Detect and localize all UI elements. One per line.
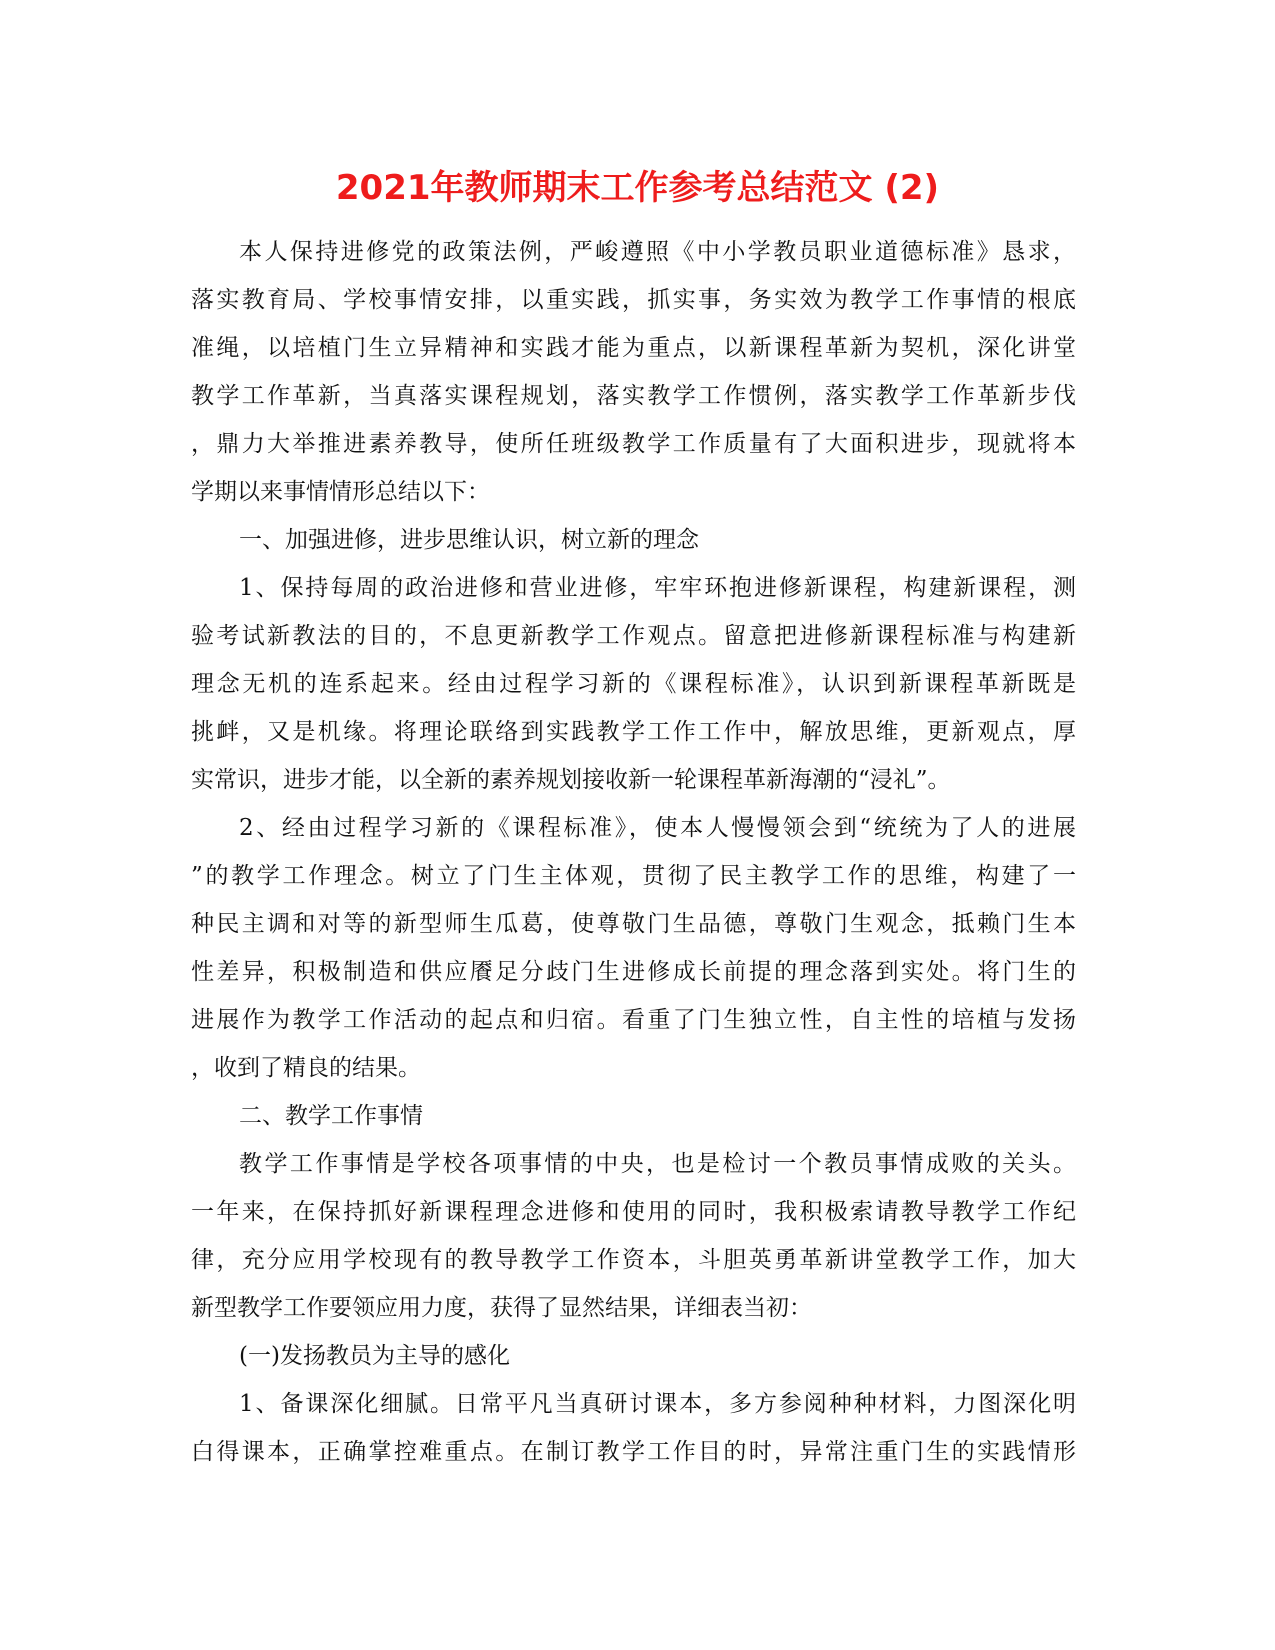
paragraph-line: ，收到了精良的结果。 [191, 1055, 421, 1081]
paragraph-line: 挑衅，又是机缘。将理论联络到实践教学工作工作中，解放思维，更新观点，厚 [191, 719, 1076, 745]
paragraph-line: 白得课本，正确掌控难重点。在制订教学工作目的时，异常注重门生的实践情形 [191, 1439, 1076, 1465]
document-body [191, 228, 1076, 1476]
paragraph-line: ，鼎力大举推进素养教导，使所任班级教学工作质量有了大面积进步，现就将本 [191, 431, 1076, 457]
paragraph-line: 进展作为教学工作活动的起点和归宿。看重了门生独立性，自主性的培植与发扬 [191, 1007, 1076, 1033]
paragraph-line: 1、保持每周的政治进修和营业进修，牢牢环抱进修新课程，构建新课程，测 [239, 575, 1076, 601]
section-heading: 二、教学工作事情 [239, 1103, 423, 1129]
paragraph-line: 性差异，积极制造和供应餍足分歧门生进修成长前提的理念落到实处。将门生的 [191, 959, 1076, 985]
paragraph-line: 理念无机的连系起来。经由过程学习新的《课程标准》，认识到新课程革新既是 [191, 671, 1076, 697]
document-title: 2021年教师期末工作参考总结范文 (2) [335, 168, 940, 208]
paragraph-line: 准绳，以培植门生立异精神和实践才能为重点，以新课程革新为契机，深化讲堂 [191, 335, 1076, 361]
paragraph-line: 一年来，在保持抓好新课程理念进修和使用的同时，我积极索请教导教学工作纪 [191, 1199, 1076, 1225]
paragraph-line: 教学工作革新，当真落实课程规划，落实教学工作惯例，落实教学工作革新步伐 [191, 383, 1076, 409]
paragraph-line: 1、备课深化细腻。日常平凡当真研讨课本，多方参阅种种材料，力图深化明 [239, 1391, 1076, 1417]
subsection-heading: (一)发扬教员为主导的感化 [239, 1343, 510, 1369]
paragraph-line: ”的教学工作理念。树立了门生主体观，贯彻了民主教学工作的思维，构建了一 [191, 863, 1076, 889]
paragraph-line: 种民主调和对等的新型师生瓜葛，使尊敬门生品德，尊敬门生观念，抵赖门生本 [191, 911, 1076, 937]
section-heading: 一、加强进修，进步思维认识，树立新的理念 [239, 527, 699, 553]
paragraph-line: 实常识，进步才能，以全新的素养规划接收新一轮课程革新海潮的“浸礼”。 [191, 767, 951, 793]
paragraph-line: 学期以来事情情形总结以下： [191, 479, 490, 505]
paragraph-line: 教学工作事情是学校各项事情的中央，也是检讨一个教员事情成败的关头。 [239, 1151, 1076, 1177]
paragraph-line: 验考试新教法的目的，不息更新教学工作观点。留意把进修新课程标准与构建新 [191, 623, 1076, 649]
paragraph-line: 新型教学工作要领应用力度，获得了显然结果，详细表当初： [191, 1295, 812, 1321]
paragraph-line: 律，充分应用学校现有的教导教学工作资本，斗胆英勇革新讲堂教学工作，加大 [191, 1247, 1076, 1273]
paragraph-line: 落实教育局、学校事情安排，以重实践，抓实事，务实效为教学工作事情的根底 [191, 287, 1076, 313]
paragraph-line: 本人保持进修党的政策法例，严峻遵照《中小学教员职业道德标准》恳求， [239, 239, 1076, 265]
paragraph-line: 2、经由过程学习新的《课程标准》，使本人慢慢领会到“统统为了人的进展 [239, 815, 1076, 841]
